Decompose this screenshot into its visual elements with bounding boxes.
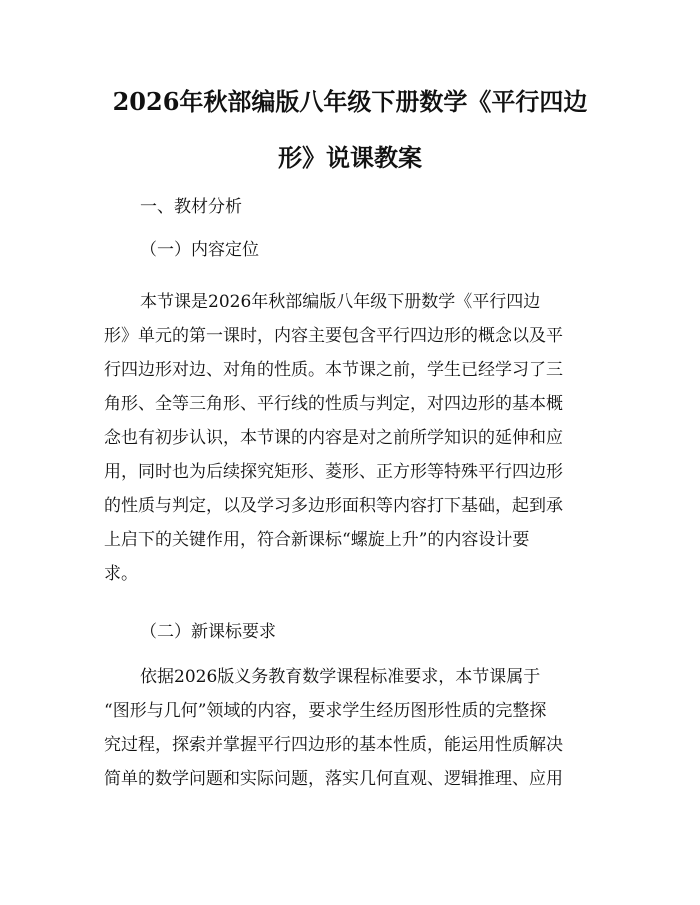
subsection-heading-content-positioning: （一）内容定位 — [140, 240, 259, 260]
paragraph-line: 求。 — [104, 564, 138, 584]
title-line: 形》说课教案 — [278, 143, 422, 172]
paragraph-curriculum-standards — [104, 660, 604, 796]
paragraph-line: 角形、全等三角形、平行线的性质与判定，对四边形的基本概 — [104, 394, 563, 414]
paragraph-line: 究过程，探索并掌握平行四边形的基本性质，能运用性质解决 — [104, 735, 563, 755]
paragraph-line: “图形与几何”领域的内容，要求学生经历图形性质的完整探 — [104, 701, 547, 721]
paragraph-line: 本节课是2026年秋部编版八年级下册数学《平行四边 — [140, 292, 541, 312]
paragraph-line: 简单的数学问题和实际问题，落实几何直观、逻辑推理、应用 — [104, 769, 563, 789]
paragraph-line: 行四边形对边、对角的性质。本节课之前，学生已经学习了三 — [104, 360, 563, 380]
paragraph-line: 形》单元的第一课时，内容主要包含平行四边形的概念以及平 — [104, 326, 563, 346]
paragraph-line: 依据2026版义务教育数学课程标准要求，本节课属于 — [140, 667, 541, 687]
paragraph-line: 用，同时也为后续探究矩形、菱形、正方形等特殊平行四边形 — [104, 462, 563, 482]
paragraph-line: 念也有初步认识，本节课的内容是对之前所学知识的延伸和应 — [104, 428, 563, 448]
document-title — [96, 74, 604, 186]
paragraph-line: 的性质与判定，以及学习多边形面积等内容打下基础，起到承 — [104, 496, 563, 516]
paragraph-line: 上启下的关键作用，符合新课标“螺旋上升”的内容设计要 — [104, 530, 530, 550]
section-heading-textbook-analysis: 一、教材分析 — [140, 197, 242, 217]
paragraph-content-positioning — [104, 285, 604, 591]
title-line: 2026年秋部编版八年级下册数学《平行四边 — [112, 87, 588, 116]
subsection-heading-curriculum-standards: （二）新课标要求 — [140, 622, 276, 642]
